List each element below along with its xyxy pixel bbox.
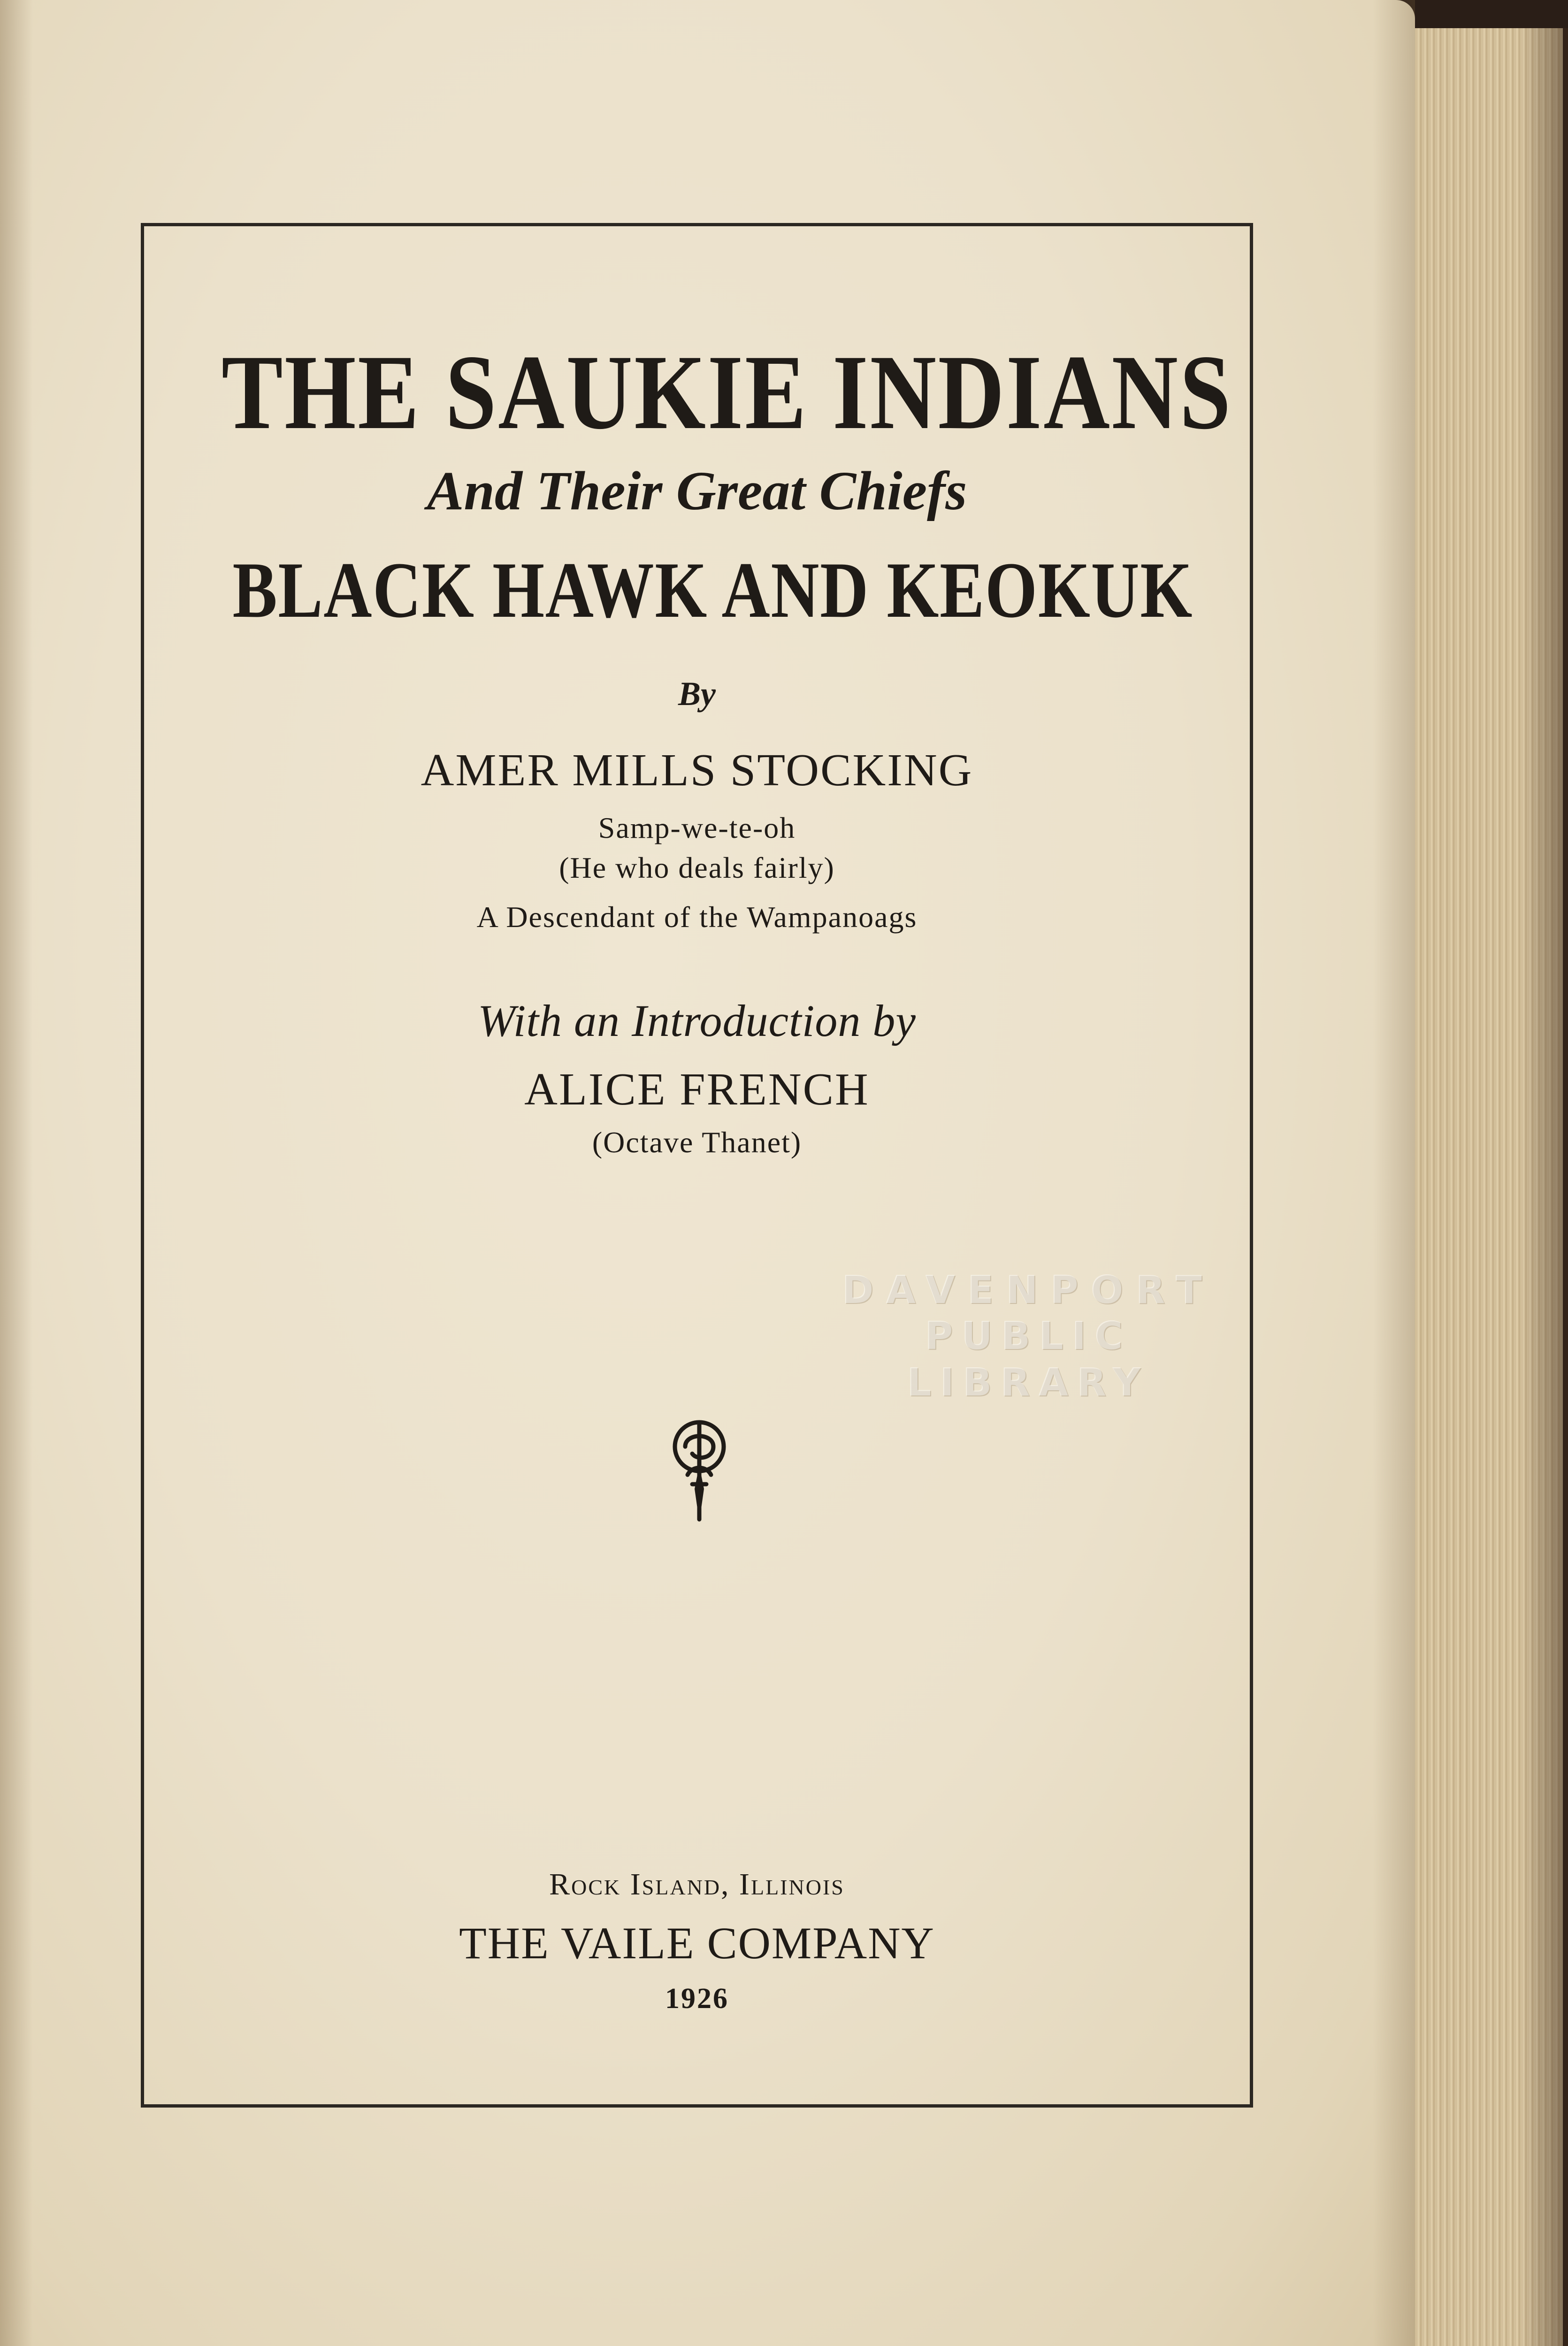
page-border-frame xyxy=(141,223,1253,2108)
library-emboss-stamp xyxy=(803,1267,1253,1406)
stamp-line-2: PUBLIC LIBRARY xyxy=(907,1314,1149,1405)
introduction-label: With an Introduction by xyxy=(477,996,916,1046)
author-name-meaning: (He who deals fairly) xyxy=(559,851,835,884)
publisher-name: THE VAILE COMPANY xyxy=(459,1918,935,1968)
stamp-line-1: DAVENPORT xyxy=(841,1268,1214,1312)
by-label: By xyxy=(678,675,716,713)
introduction-pseudonym: (Octave Thanet) xyxy=(592,1126,802,1159)
page-edge-shadow xyxy=(1521,28,1568,2346)
book-subtitle: And Their Great Chiefs xyxy=(427,460,967,521)
book-title-line-2: BLACK HAWK AND KEOKUK xyxy=(232,546,1193,634)
author-name: AMER MILLS STOCKING xyxy=(421,745,973,796)
publication-year: 1926 xyxy=(665,1983,729,2015)
book-title: THE SAUKIE INDIANS xyxy=(221,333,1232,452)
author-lineage: A Descendant of the Wampanoags xyxy=(476,900,918,934)
introduction-author: ALICE FRENCH xyxy=(524,1064,870,1115)
author-native-name: Samp-we-te-oh xyxy=(598,811,796,844)
publisher-place: Rock Island, Illinois xyxy=(549,1867,845,1901)
printer-device-ornament-icon xyxy=(664,1414,734,1522)
